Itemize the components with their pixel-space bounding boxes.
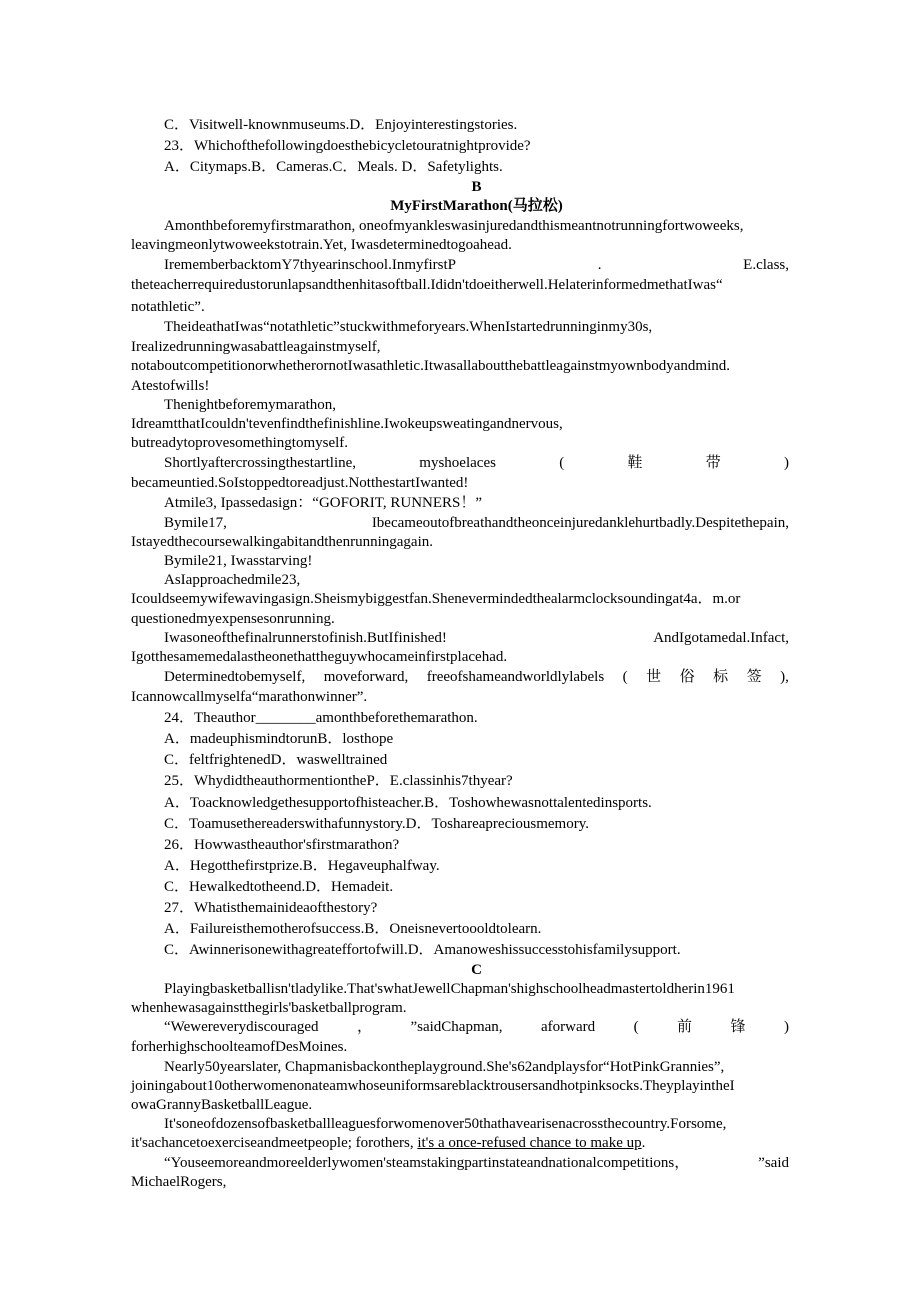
text-line bbox=[164, 668, 789, 687]
text-segment: It'soneofdozensofbasketballleaguesforwomenover50thathavearisenacrossthecountry.Forsome, bbox=[164, 1116, 727, 1132]
text-line bbox=[131, 1096, 312, 1115]
text-segment: ， bbox=[357, 1019, 373, 1035]
text-segment: MichaelRogers, bbox=[131, 1174, 227, 1190]
text-line bbox=[164, 836, 399, 855]
text-segment: notaboutcompetitionorwhetherornotIwasathletic.Itwasallaboutthebattleagainstmyownbodyandmind. bbox=[131, 358, 731, 374]
text-segment: it'sachancetoexerciseandmeetpeople; forothers, bbox=[131, 1135, 418, 1151]
text-segment: 前 bbox=[677, 1019, 693, 1035]
text-line bbox=[131, 236, 512, 255]
text-segment: Amonthbeforemyfirstmarathon, oneofmyankleswasinjuredandthismeantnotrunningfortwoweeks, bbox=[164, 218, 744, 234]
text-segment: . bbox=[641, 1135, 646, 1151]
question-stem bbox=[164, 137, 531, 156]
text-line bbox=[131, 434, 348, 453]
text-line bbox=[131, 298, 205, 317]
text-segment: butreadytoprovesomethingtomyself. bbox=[131, 435, 349, 451]
text-segment: C．feltfrightenedD．waswelltrained bbox=[164, 752, 388, 768]
text-segment: A．madeuphismindtorunB．losthope bbox=[164, 731, 394, 747]
text-line bbox=[131, 688, 367, 707]
text-segment: C．Toamusethereaderswithafunnystory.D．Toshareapreciousmemory. bbox=[164, 816, 589, 832]
text-line bbox=[164, 318, 652, 337]
text-line bbox=[131, 338, 381, 357]
text-segment: IdreamtthatIcouldn'tevenfindthefinishline.Iwokeupsweatingandnervous, bbox=[131, 416, 563, 432]
text-line bbox=[164, 709, 478, 728]
text-segment: Icannowcallmyselfa“marathonwinner”. bbox=[131, 689, 368, 705]
text-line bbox=[164, 514, 789, 533]
text-line bbox=[164, 396, 336, 415]
text-segment: moveforward, bbox=[323, 669, 409, 685]
text-segment: “Wewereverydiscouraged bbox=[164, 1019, 319, 1035]
text-segment: owaGrannyBasketballLeague. bbox=[131, 1097, 313, 1113]
text-line bbox=[164, 629, 789, 648]
text-segment: Istayedthecoursewalkingabitandthenrunningagain. bbox=[131, 534, 433, 550]
text-segment: A．Toacknowledgethesupportofhisteacher.B．Toshowhewasnottalentedinsports. bbox=[164, 795, 652, 811]
section-label bbox=[0, 178, 920, 197]
text-segment: Icouldseemywifewavingasign.Sheismybiggestfan.Shenevermindedthealarmclocksoundingat4a．m.or bbox=[131, 591, 741, 607]
text-line bbox=[164, 878, 393, 897]
text-line bbox=[131, 999, 407, 1018]
text-line bbox=[131, 1038, 347, 1057]
text-line bbox=[131, 276, 723, 295]
text-segment: ), bbox=[780, 669, 789, 685]
question-options bbox=[164, 158, 503, 177]
text-segment: Playingbasketballisn'tladylike.That'swhatJewellChapman'shighschoolheadmastertoldherin1961 bbox=[164, 981, 735, 997]
text-line bbox=[131, 648, 507, 667]
text-line bbox=[164, 1154, 789, 1173]
text-line bbox=[131, 610, 335, 629]
text-segment: C bbox=[471, 962, 482, 978]
text-segment: ( bbox=[622, 669, 628, 685]
text-segment: questionedmyexpensesonrunning. bbox=[131, 611, 335, 627]
text-segment: 世 bbox=[646, 669, 662, 685]
text-segment: 24．Theauthor________amonthbeforethemarathon. bbox=[164, 710, 478, 726]
text-line bbox=[164, 1058, 724, 1077]
text-segment: A．Hegotthefirstprize.B．Hegaveuphalfway. bbox=[164, 858, 440, 874]
text-line bbox=[131, 474, 468, 493]
text-line bbox=[164, 772, 513, 791]
text-segment: Atmile3, Ipassedasign：“GOFORIT, RUNNERS！” bbox=[164, 495, 483, 511]
text-line bbox=[164, 571, 300, 590]
text-segment: becameuntied.SoIstoppedtoreadjust.NotthestartIwanted! bbox=[131, 475, 469, 491]
text-line bbox=[131, 1077, 735, 1096]
text-line bbox=[0, 961, 920, 980]
text-segment: 带 bbox=[705, 455, 721, 471]
text-segment: theteacherrequiredustorunlapsandthenhitasoftball.Ididn'tdoeitherwell.HelaterinformedmethatIwas“ bbox=[131, 277, 723, 293]
text-segment: . bbox=[597, 257, 602, 273]
text-segment: C．Visitwell-knownmuseums.D．Enjoyinterestingstories. bbox=[164, 117, 518, 133]
text-segment: 锋 bbox=[730, 1019, 746, 1035]
text-line bbox=[164, 730, 393, 749]
text-segment: myshoelaces bbox=[419, 455, 496, 471]
text-segment: 鞋 bbox=[627, 455, 643, 471]
text-line bbox=[164, 454, 789, 473]
text-line bbox=[164, 941, 681, 960]
text-segment: AsIapproachedmile23, bbox=[164, 572, 301, 588]
text-segment: C．Awinnerisonewithagreateffortofwill.D．Amanoweshissuccesstohisfamilysupport. bbox=[164, 942, 681, 958]
text-line bbox=[131, 1173, 226, 1192]
text-segment: Nearly50yearslater, Chapmanisbackontheplayground.She's62andplaysfor“HotPinkGrannies”, bbox=[164, 1059, 725, 1075]
text-segment: E.class, bbox=[743, 257, 789, 273]
text-segment: 俗 bbox=[679, 669, 695, 685]
text-line bbox=[131, 357, 730, 376]
text-segment: Bymile21, Iwasstarving! bbox=[164, 553, 313, 569]
text-line bbox=[164, 980, 735, 999]
text-segment: whenhewasagainstthegirls'basketballprogram. bbox=[131, 1000, 407, 1016]
text-segment: AndIgotamedal.Infact, bbox=[653, 630, 789, 646]
text-line bbox=[164, 815, 589, 834]
text-line bbox=[164, 552, 312, 571]
text-segment: Shortlyaftercrossingthestartline, bbox=[164, 455, 357, 471]
text-segment: ( bbox=[633, 1019, 639, 1035]
text-segment: ( bbox=[559, 455, 565, 471]
text-segment: leavingmeonlytwoweekstotrain.Yet, Iwasdeterminedtogoahead. bbox=[131, 237, 512, 253]
text-segment: IrememberbacktomY7thyearinschool.InmyfirstP bbox=[164, 257, 457, 273]
text-segment: Thenightbeforemymarathon, bbox=[164, 397, 337, 413]
text-line bbox=[131, 1134, 645, 1153]
text-segment: ) bbox=[783, 1019, 789, 1035]
text-segment: MyFirstMarathon(马拉松) bbox=[390, 198, 563, 214]
text-segment: TheideathatIwas“notathletic”stuckwithmeforyears.WhenIstartedrunninginmy30s, bbox=[164, 319, 653, 335]
passage-title bbox=[0, 197, 920, 216]
text-line bbox=[164, 1018, 789, 1037]
text-segment: 23．Whichofthefollowingdoesthebicycletouratnightprovide? bbox=[164, 138, 531, 154]
text-segment: 签 bbox=[746, 669, 762, 685]
text-line bbox=[164, 751, 387, 770]
text-segment: forherhighschoolteamofDesMoines. bbox=[131, 1039, 348, 1055]
text-line bbox=[164, 920, 541, 939]
text-line bbox=[164, 794, 652, 813]
text-segment: C．Hewalkedtotheend.D．Hemadeit. bbox=[164, 879, 394, 895]
text-segment: A．Failureisthemotherofsuccess.B．Oneisnevertoooldtolearn. bbox=[164, 921, 542, 937]
text-segment: Ibecameoutofbreathandtheonceinjuredanklehurtbadly.Despitethepain, bbox=[371, 515, 789, 531]
text-segment: Irealizedrunningwasabattleagainstmyself, bbox=[131, 339, 381, 355]
text-segment: Bymile17, bbox=[164, 515, 227, 531]
text-segment: B bbox=[471, 179, 482, 195]
text-segment: freeofshameandworldlylabels bbox=[426, 669, 605, 685]
text-segment: Atestofwills! bbox=[131, 378, 210, 394]
text-segment: 26．Howwastheauthor'sfirstmarathon? bbox=[164, 837, 400, 853]
text-line bbox=[131, 590, 740, 609]
text-segment: joiningabout10otherwomenonateamwhoseuniformsareblacktrousersandhotpinksocks.TheyplayintheI bbox=[131, 1078, 735, 1094]
text-segment: Iwasoneofthefinalrunnerstofinish.ButIfinished! bbox=[164, 630, 447, 646]
text-line bbox=[131, 415, 563, 434]
text-segment: notathletic”. bbox=[131, 299, 205, 315]
question-options bbox=[164, 116, 517, 135]
text-segment: 25．WhydidtheauthormentiontheP．E.classinhis7thyear? bbox=[164, 773, 513, 789]
text-segment: aforward bbox=[540, 1019, 596, 1035]
text-line bbox=[131, 377, 209, 396]
text-segment: A．Citymaps.B．Cameras.C．Meals. D．Safetylights. bbox=[164, 159, 503, 175]
underlined-phrase: it's a once-refused chance to make up bbox=[417, 1135, 642, 1151]
text-segment: ”said bbox=[758, 1155, 789, 1171]
text-segment: Igotthesamemedalastheonethattheguywhocameinfirstplacehad. bbox=[131, 649, 508, 665]
text-segment: ”saidChapman, bbox=[410, 1019, 503, 1035]
text-line bbox=[131, 533, 433, 552]
text-segment: ) bbox=[783, 455, 789, 471]
text-line bbox=[164, 256, 789, 275]
text-line bbox=[164, 494, 482, 513]
text-line bbox=[164, 899, 377, 918]
text-line bbox=[164, 217, 743, 236]
text-line bbox=[164, 1115, 726, 1134]
text-line bbox=[164, 857, 440, 876]
text-segment: 27．Whatisthemainideaofthestory? bbox=[164, 900, 378, 916]
text-segment: Determinedtobemyself, bbox=[164, 669, 306, 685]
text-segment: 标 bbox=[713, 669, 729, 685]
text-segment: “Youseemoreandmoreelderlywomen'steamstakingpartinstateandnationalcompetitions， bbox=[164, 1155, 690, 1171]
